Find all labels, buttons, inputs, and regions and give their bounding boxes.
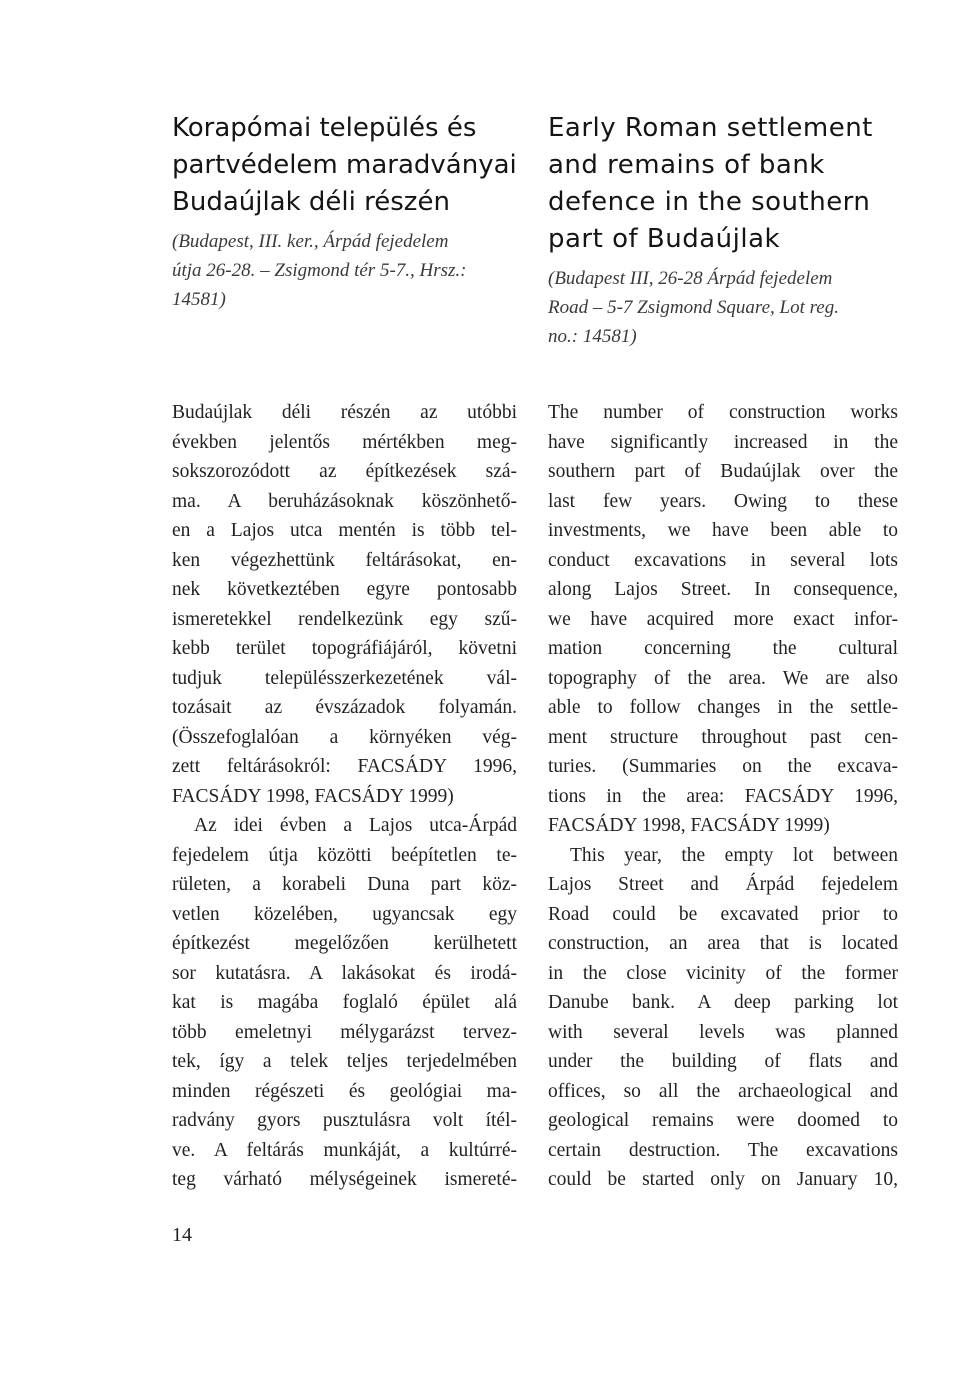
hungarian-body-text <box>172 398 517 1195</box>
body-line: FACSÁDY 1998, FACSÁDY 1999) <box>548 815 830 836</box>
body-line: Lajos Street and Árpád fejedelem <box>548 874 898 895</box>
english-title-line: part of Budaújlak <box>548 224 781 254</box>
english-location-line: no.: 14581) <box>548 326 637 347</box>
body-line: in the close vicinity of the former <box>548 962 898 984</box>
body-line: években jelentős mértékben meg- <box>172 431 517 453</box>
page-number: 14 <box>172 1224 192 1246</box>
hungarian-location-line: 14581) <box>172 289 226 310</box>
body-line: Danube bank. A deep parking lot <box>548 992 898 1013</box>
body-line: en a Lajos utca mentén is több tel- <box>172 520 517 541</box>
body-line: sor kutatásra. A lakásokat és irodá- <box>172 962 517 984</box>
body-line: minden régészeti és geológiai ma- <box>172 1080 517 1102</box>
body-line: ismeretekkel rendelkezünk egy szű- <box>172 608 517 630</box>
body-line: This year, the empty lot between <box>570 844 898 866</box>
body-line: Az idei évben a Lajos utca-Árpád <box>194 815 517 836</box>
body-line: we have acquired more exact infor- <box>548 608 898 630</box>
body-line: több emeletnyi mélygarázst tervez- <box>172 1021 517 1043</box>
body-line: építkezést megelőzően kerülhetett <box>172 933 517 954</box>
body-line: Budaújlak déli részén az utóbbi <box>172 402 517 423</box>
hungarian-location <box>172 227 522 314</box>
body-line: under the building of flats and <box>548 1051 898 1072</box>
body-line: topography of the area. We are also <box>548 667 898 689</box>
hungarian-column <box>172 110 522 1190</box>
body-line: rületen, a korabeli Duna part köz- <box>172 874 517 895</box>
body-line: ve. A feltárás munkáját, a kultúrré- <box>172 1139 517 1161</box>
body-line: able to follow changes in the settle- <box>548 697 898 718</box>
body-line: have significantly increased in the <box>548 431 898 453</box>
body-line: turies. (Summaries on the excava- <box>548 756 898 777</box>
body-line: vetlen közelében, ugyancsak egy <box>172 903 517 925</box>
body-line: (Összefoglalóan a környéken vég- <box>172 726 517 748</box>
hungarian-title-line: Budaújlak déli részén <box>172 187 450 217</box>
body-line: ken végezhettünk feltárásokat, en- <box>172 549 517 571</box>
body-line: could be started only on January 10, <box>548 1169 898 1190</box>
body-line: nek következtében egyre pontosabb <box>172 579 517 600</box>
body-line: offices, so all the archaeological and <box>548 1080 898 1102</box>
body-line: kat is magába foglaló épület alá <box>172 992 517 1013</box>
english-title-line: defence in the southern <box>548 187 871 217</box>
hungarian-title <box>172 110 522 221</box>
body-line: tudjuk településszerkezetének vál- <box>172 667 517 689</box>
body-line: radvány gyors pusztulásra volt ítél- <box>172 1110 517 1131</box>
body-line: construction, an area that is located <box>548 933 898 954</box>
body-line: geological remains were doomed to <box>548 1110 898 1131</box>
body-line: southern part of Budaújlak over the <box>548 461 898 482</box>
english-location-line: Road – 5-7 Zsigmond Square, Lot reg. <box>548 297 839 318</box>
body-line: teg várható mélységeinek ismereté- <box>172 1169 517 1190</box>
english-title-line: Early Roman settlement <box>548 113 873 143</box>
body-line: certain destruction. The excavations <box>548 1139 898 1161</box>
body-line: kebb terület topográfiájáról, követni <box>172 638 517 659</box>
english-location <box>548 264 898 351</box>
body-line: ment structure throughout past cen- <box>548 726 898 748</box>
english-body-text <box>548 398 898 1195</box>
english-title-line: and remains of bank <box>548 150 825 180</box>
body-line: along Lajos Street. In consequence, <box>548 579 898 600</box>
body-line: with several levels was planned <box>548 1021 898 1043</box>
body-line: zett feltárásokról: FACSÁDY 1996, <box>172 756 517 777</box>
english-column <box>548 110 898 1190</box>
body-line: The number of construction works <box>548 402 898 423</box>
body-line: FACSÁDY 1998, FACSÁDY 1999) <box>172 785 454 807</box>
body-line: fejedelem útja közötti beépítetlen te- <box>172 844 517 866</box>
body-line: ma. A beruházásoknak köszönhető- <box>172 490 517 512</box>
body-line: tions in the area: FACSÁDY 1996, <box>548 785 898 807</box>
body-line: tek, így a telek teljes terjedelmében <box>172 1051 517 1072</box>
english-title <box>548 110 898 258</box>
hungarian-title-line: Koraрómai település és <box>172 113 477 143</box>
body-line: sokszorozódott az építkezések szá- <box>172 461 517 482</box>
body-line: conduct excavations in several lots <box>548 549 898 571</box>
body-line: tozásait az évszázadok folyamán. <box>172 697 517 718</box>
body-line: mation concerning the cultural <box>548 638 898 659</box>
hungarian-location-line: (Budapest, III. ker., Árpád fejedelem <box>172 231 449 252</box>
body-line: investments, we have been able to <box>548 520 898 541</box>
body-line: last few years. Owing to these <box>548 490 898 512</box>
body-line: Road could be excavated prior to <box>548 903 898 925</box>
english-location-line: (Budapest III, 26-28 Árpád fejedelem <box>548 268 833 289</box>
hungarian-title-line: partvédelem maradványai <box>172 150 517 180</box>
hungarian-location-line: útja 26-28. – Zsigmond tér 5-7., Hrsz.: <box>172 260 467 281</box>
